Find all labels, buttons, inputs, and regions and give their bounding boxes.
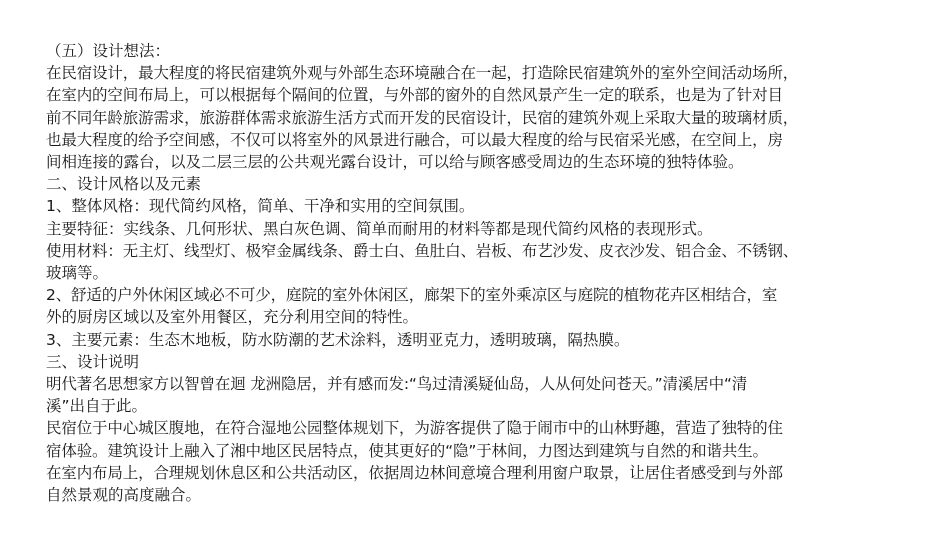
paragraph-line: 间相连接的露台，以及二层三层的公共观光露台设计，可以给与顾客感受周边的生态环境的独特体验。: [46, 153, 744, 172]
paragraph-line: 在室内的空间布局上，可以根据每个隔间的位置，与外部的窗外的自然风景产生一定的联系，也是为了针对目: [46, 86, 783, 105]
section-heading-design-idea: （五）设计想法：: [46, 42, 171, 60]
list-item-outdoor-area: 2、舒适的户外休闲区域必不可少，庭院的室外休闲区，廊架下的室外乘凉区与庭院的植物花卉区相结合，室: [46, 286, 778, 305]
paragraph-line: 在室内布局上，合理规划休息区和公共活动区，依据周边林间意境合理利用窗户取景，让居住者感受到与外部: [46, 463, 783, 482]
section-heading-style-elements: 二、设计风格以及元素: [46, 175, 202, 194]
paragraph-line: 外的厨房区域以及室外用餐区，充分利用空间的特性。: [46, 308, 419, 327]
paragraph-line: 宿体验。建筑设计上融入了湘中地区民居特点，使其更好的“隐”于林间，力图达到建筑与自然的和谐共生。: [46, 441, 768, 460]
paragraph-line: 使用材料：无主灯、线型灯、极窄金属线条、爵士白、鱼肚白、岩板、布艺沙发、皮衣沙发、铝合金、不锈钢、: [46, 241, 799, 260]
section-heading-design-description: 三、设计说明: [46, 352, 140, 371]
paragraph-line: 明代著名思想家方以智曾在迴 龙洲隐居，并有感而发:“鸟过清溪疑仙岛，人从何处问苍天。”清溪居中“清: [46, 375, 748, 394]
list-item-overall-style: 1、整体风格：现代简约风格，简单、干净和实用的空间氛围。: [46, 197, 475, 216]
paragraph-line: 玻璃等。: [46, 264, 109, 283]
paragraph-line: 溪”出自于此。: [46, 397, 148, 416]
paragraph-line: 也最大程度的给予空间感，不仅可以将室外的风景进行融合，可以最大程度的给与民宿采光感，在空间上，房: [46, 130, 783, 149]
list-item-main-elements: 3、主要元素：生态木地板，防水防潮的艺术涂料，透明亚克力，透明玻璃，隔热膜。: [46, 330, 630, 349]
paragraph-line: 民宿位于中心城区腹地，在符合湿地公园整体规划下，为游客提供了隐于闹市中的山林野趣，营造了独特的住: [46, 419, 783, 438]
paragraph-line: 主要特征：实线条、几何形状、黑白灰色调、简单而耐用的材料等都是现代简约风格的表现形式。: [46, 219, 713, 238]
paragraph-line: 在民宿设计，最大程度的将民宿建筑外观与外部生态环境融合在一起，打造除民宿建筑外的室外空间活动场所，: [46, 64, 799, 83]
document-body: [46, 40, 922, 506]
paragraph-line: 自然景观的高度融合。: [46, 486, 202, 505]
paragraph-line: 前不同年龄旅游需求，旅游群体需求旅游生活方式而开发的民宿设计，民宿的建筑外观上采取大量的玻璃材质，: [46, 108, 799, 127]
